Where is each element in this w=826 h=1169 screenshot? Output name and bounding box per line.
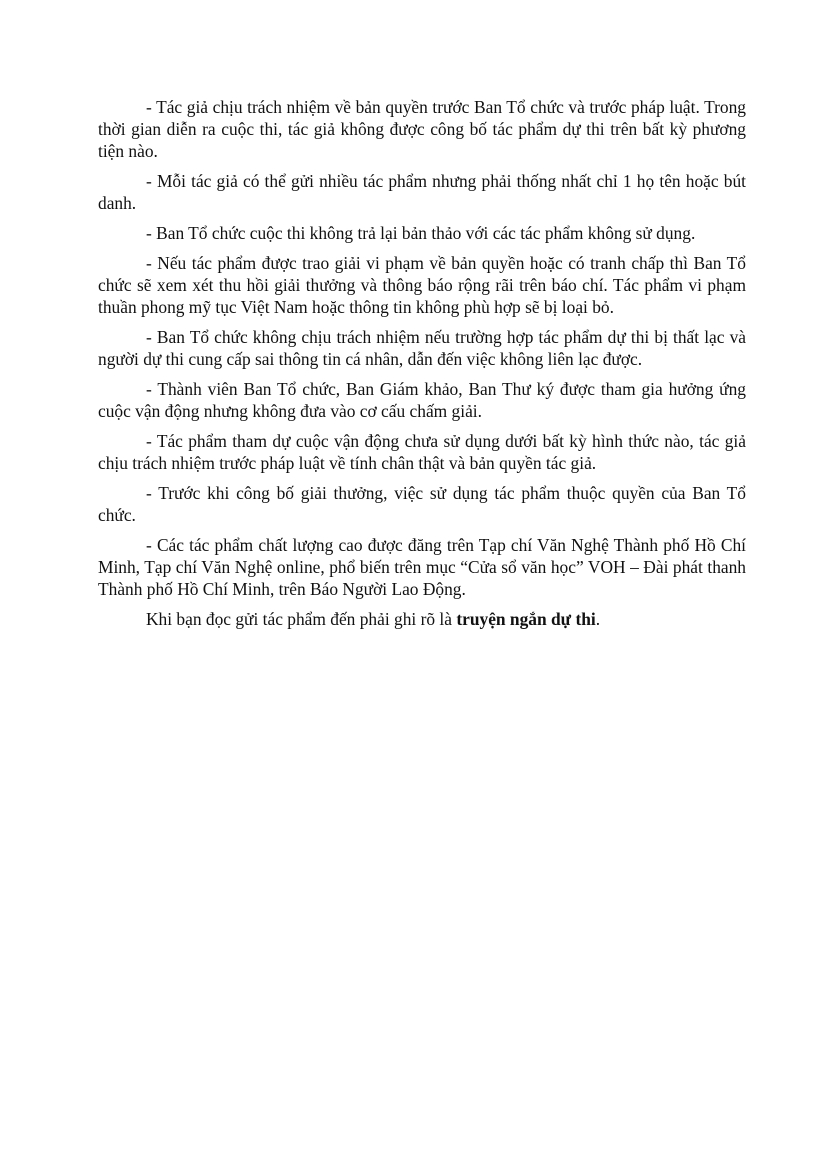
closing-suffix: . <box>595 609 601 629</box>
paragraph-organizer-members: - Thành viên Ban Tổ chức, Ban Giám khảo, Ban Thư ký được tham gia hưởng ứng cuộc vận động nhưng không đưa vào cơ cấu chấm giải. <box>98 379 746 421</box>
closing-prefix: Khi bạn đọc gửi tác phẩm đến phải ghi rõ là <box>146 609 457 629</box>
paragraph-multiple-entries: - Mỗi tác giả có thể gửi nhiều tác phẩm nhưng phải thống nhất chỉ 1 họ tên hoặc bút danh. <box>98 171 746 213</box>
document-page <box>98 96 746 638</box>
paragraph-manuscript-return: - Ban Tổ chức cuộc thi không trả lại bản thảo với các tác phẩm không sử dụng. <box>146 223 696 243</box>
paragraph-unpublished-requirement: - Tác phẩm tham dự cuộc vận động chưa sử dụng dưới bất kỳ hình thức nào, tác giả chịu trách nhiệm trước pháp luật về tính chân thật và bản quyền tác giả. <box>98 431 746 473</box>
paragraph-publication: - Các tác phẩm chất lượng cao được đăng trên Tạp chí Văn Nghệ Thành phố Hồ Chí Minh, Tạp chí Văn Nghệ online, phổ biến trên mục “Cửa sổ văn học” VOH – Đài phát thanh Thành phố Hồ Chí Minh, trên Báo Người Lao Động. <box>98 535 746 599</box>
paragraph-usage-rights: - Trước khi công bố giải thưởng, việc sử dụng tác phẩm thuộc quyền của Ban Tổ chức. <box>98 483 746 525</box>
closing-emphasis: truyện ngắn dự thi <box>456 609 596 629</box>
paragraph-closing-note <box>98 608 746 630</box>
paragraph-copyright-responsibility: - Tác giả chịu trách nhiệm về bản quyền trước Ban Tổ chức và trước pháp luật. Trong thời gian diễn ra cuộc thi, tác giả không được công bố tác phẩm dự thi trên bất kỳ phương tiện nào. <box>98 97 746 161</box>
paragraph-violation: - Nếu tác phẩm được trao giải vi phạm về bản quyền hoặc có tranh chấp thì Ban Tổ chức sẽ xem xét thu hồi giải thưởng và thông báo rộng rãi trên báo chí. Tác phẩm vi phạm thuần phong mỹ tục Việt Nam hoặc thông tin không phù hợp sẽ bị loại bỏ. <box>98 253 746 317</box>
paragraph-lost-entries: - Ban Tổ chức không chịu trách nhiệm nếu trường hợp tác phẩm dự thi bị thất lạc và người dự thi cung cấp sai thông tin cá nhân, dẫn đến việc không liên lạc được. <box>98 327 746 369</box>
